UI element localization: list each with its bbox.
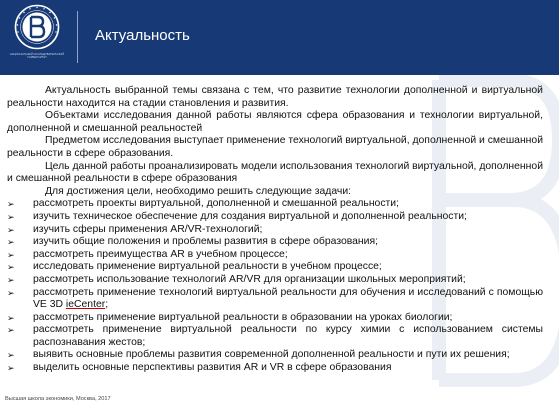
arrow-bullet-icon: ➢ [7, 224, 15, 235]
arrow-bullet-icon: ➢ [7, 325, 15, 336]
underlined-term: ieCenter [65, 299, 106, 311]
arrow-bullet-icon: ➢ [7, 274, 15, 285]
paragraph-goal: Цель данной работы проанализировать модели использования технологий виртуальной, дополненной и смешанной реальности в сфере образования [7, 160, 543, 185]
tasks-list [7, 198, 543, 374]
list-item: ➢ рассмотреть преимущества AR в учебном процессе; [7, 248, 288, 260]
list-item: ➢ рассмотреть использование технологий AR/VR для организации школьных мероприятий; [7, 273, 466, 285]
list-item: ➢ выявить основные проблемы развития современной дополненной реальности и пути их решения; [7, 349, 510, 361]
paragraph-subject: Предметом исследования выступает применение технологий виртуальной, дополненной и смешанной реальности в сфере образования. [7, 135, 543, 159]
list-item: ➢ изучить техническое обеспечение для создания виртуальной и дополненной реальности; [7, 210, 467, 222]
list-item: ➢ исследовать применение виртуальной реальности в учебном процессе; [7, 261, 382, 273]
hse-logo-icon [14, 4, 60, 50]
arrow-bullet-icon: ➢ [7, 312, 15, 323]
paragraph-objects: Объектами исследования данной работы являются сфера образования и технологии виртуальной, дополненной и смешанной реальностей [7, 110, 543, 134]
slide-body [7, 85, 543, 375]
logo-caption: НАЦИОНАЛЬНЫЙ ИССЛЕДОВАТЕЛЬСКИЙ УНИВЕРСИТЕТ [9, 53, 65, 59]
list-item: ➢ рассмотреть проекты виртуальной, дополненной и смешанной реальности; [7, 198, 399, 210]
slide-footer: Высшая школа экономики, Москва, 2017 [5, 396, 111, 402]
arrow-bullet-icon: ➢ [7, 350, 15, 361]
slide-title: Актуальность [95, 27, 190, 44]
arrow-bullet-icon: ➢ [7, 237, 15, 248]
arrow-bullet-icon: ➢ [7, 249, 15, 260]
list-item: ➢ изучить общие положения и проблемы развития в сфере образования; [7, 236, 378, 248]
paragraph-relevance: Актуальность выбранной темы связана с тем, что развитие технологии дополненной и виртуальной реальности находится на стадии становления и развития. [7, 85, 543, 109]
list-item: ➢ выделить основные перспективы развития AR и VR в сфере образования [7, 362, 392, 374]
tasks-intro: Для достижения цели, необходимо решить следующие задачи: [45, 185, 352, 197]
list-item: ➢ рассмотреть применение виртуальной реальности по курсу химии с использованием системы распознавания жестов; [7, 324, 543, 348]
header-divider [77, 11, 78, 63]
list-item: ➢ рассмотреть применение виртуальной реальности в образовании на уроках биологии; [7, 311, 453, 323]
list-item: ➢ изучить сферы применения AR/VR-технологий; [7, 223, 263, 235]
list-item: ➢ рассмотреть применение технологий виртуальной реальности для обучения и исследований с помощью VE 3D ieCenter; [7, 286, 543, 311]
arrow-bullet-icon: ➢ [7, 211, 15, 222]
arrow-bullet-icon: ➢ [7, 199, 15, 210]
arrow-bullet-icon: ➢ [7, 363, 15, 374]
arrow-bullet-icon: ➢ [7, 287, 15, 298]
arrow-bullet-icon: ➢ [7, 262, 15, 273]
